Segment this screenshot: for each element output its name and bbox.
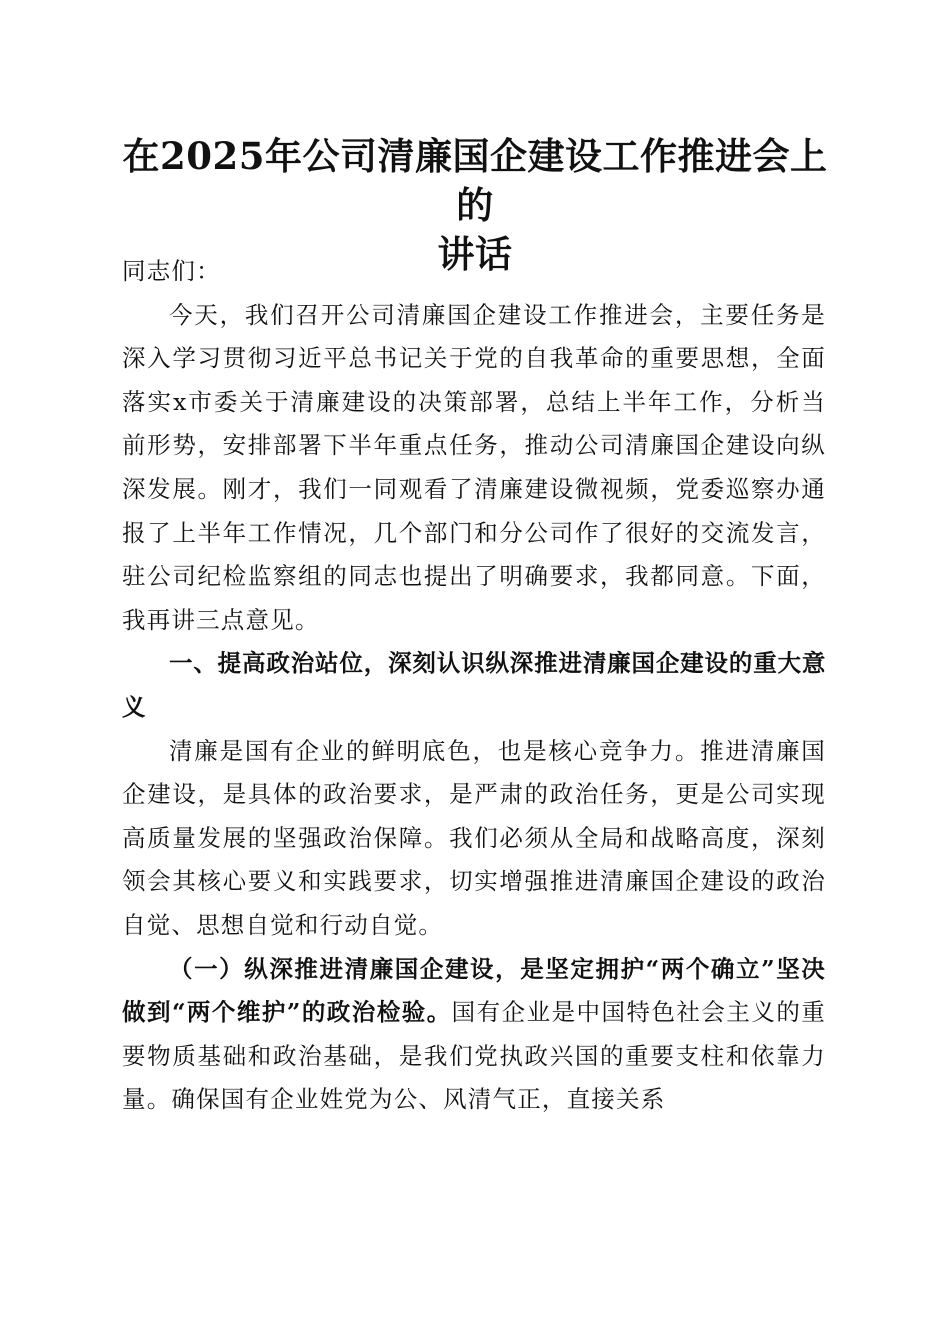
- intro-paragraph: 今天，我们召开公司清廉国企建设工作推进会，主要任务是深入学习贯彻习近平总书记关于党的自我革命的重要思想，全面落实x市委关于清廉建设的决策部署，总结上半年工作，分析当前形势，安排部署下半年重点任务，推动公司清廉国企建设向纵深发展。刚才，我们一同观看了清廉建设微视频，党委巡察办通报了上半年工作情况，几个部门和分公司作了很好的交流发言，驻公司纪检监察组的同志也提出了明确要求，我都同意。下面，我再讲三点意见。: [122, 300, 826, 634]
- section-heading-1: 一、提高政治站位，深刻认识纵深推进清廉国企建设的重大意义: [122, 649, 826, 721]
- subsection-1-text: 国有企业是中国特色社会主义的重要物质基础和政治基础，是我们党执政兴国的重要支柱和依靠力量。确保国有企业姓党为公、风清气正，直接关系: [122, 998, 826, 1114]
- document-body: [122, 250, 826, 1122]
- title-line-1: 在2025年公司清廉国企建设工作推进会上的: [122, 134, 828, 227]
- section-1-paragraph: 清廉是国有企业的鲜明底色，也是核心竞争力。推进清廉国企建设，是具体的政治要求，是严肃的政治任务，更是公司实现高质量发展的坚强政治保障。我们必须从全局和战略高度，深刻领会其核心要义和实践要求，切实增强推进清廉国企建设的政治自觉、思想自觉和行动自觉。: [122, 736, 826, 939]
- subsection-1-paragraph: [122, 948, 826, 1122]
- title-line-2: 讲话: [437, 232, 513, 276]
- salutation: 同志们：: [122, 257, 221, 285]
- subsection-1-lead: （一）纵深推进清廉国企建设，是坚定拥护“两个确立”坚决做到“两个维护”的政治检验。: [122, 954, 826, 1027]
